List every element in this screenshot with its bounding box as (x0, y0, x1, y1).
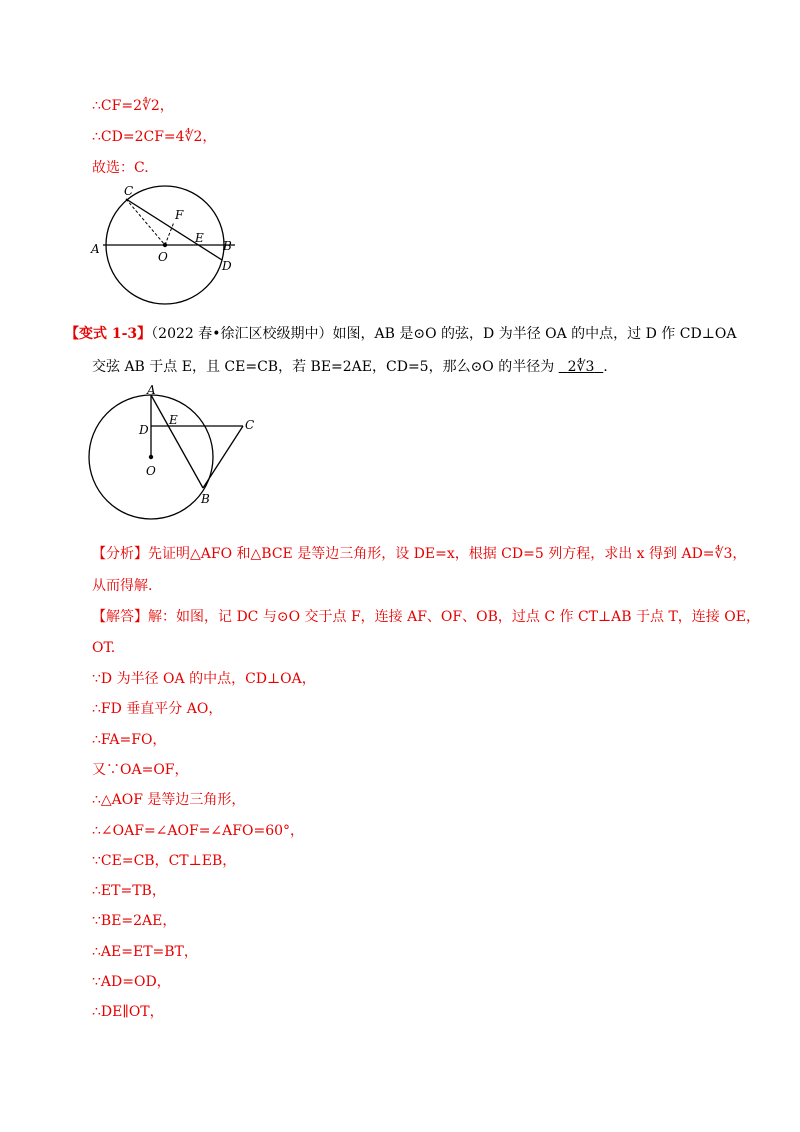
label-E: E (195, 231, 204, 245)
question-line-2 (92, 357, 608, 377)
solution-line: ∴CF=2∜2， (92, 98, 174, 114)
solution-intro-2: OT. (92, 640, 116, 656)
label-C: C (245, 418, 255, 432)
circle-figure-2 (85, 384, 265, 524)
analysis-line-1: 【分析】先证明△AFO 和△BCE 是等边三角形，设 DE=x，根据 CD=5 列方程，求出 x 得到 AD=∜3， (92, 546, 747, 562)
analysis-line-2: 从而得解. (92, 578, 153, 594)
label-D: D (139, 423, 149, 437)
solution-step: ∵AD=OD， (92, 974, 171, 990)
solution-intro-1: 【解答】解：如图，记 DC 与⊙O 交于点 F，连接 AF、OF、OB，过点 C 作 CT⊥AB 于点 T，连接 OE， (92, 609, 760, 625)
solution-step: ∴AE=ET=BT， (92, 943, 198, 960)
solution-step: 又∵OA=OF， (92, 761, 189, 778)
solution-step: ∴FA=FO， (92, 731, 167, 748)
solution-line: 故选：C. (92, 160, 149, 176)
question-text-1: 如图，AB 是⊙O 的弦，D 为半径 OA 的中点，过 D 作 CD⊥OA (332, 326, 737, 342)
question-answer: 2∜3 (567, 359, 595, 375)
label-E: E (169, 413, 178, 427)
label-O: O (158, 250, 168, 264)
solution-step: ∵D 为半径 OA 的中点，CD⊥OA， (92, 671, 316, 687)
question-end: . (603, 359, 608, 375)
label-B: B (223, 239, 232, 253)
solution-step: ∴ET=TB， (92, 883, 166, 900)
solution-step: ∵BE=2AE， (92, 913, 177, 930)
question-source: （2022 春•徐汇区校级期中） (151, 326, 333, 342)
question-tag: 【变式 1-3】 (65, 326, 152, 342)
circle-figure-1 (85, 182, 255, 310)
label-B: B (201, 492, 210, 506)
label-A: A (91, 242, 100, 256)
label-F: F (175, 208, 184, 222)
solution-step: ∵CE=CB，CT⊥EB， (92, 852, 237, 869)
solution-step: ∴DE∥OT， (92, 1004, 164, 1021)
question-line-1 (65, 324, 736, 344)
label-D: D (222, 259, 232, 273)
solution-step: ∴FD 垂直平分 AO， (92, 701, 223, 718)
label-A: A (147, 384, 156, 397)
label-O: O (146, 464, 156, 478)
question-text-2: 交弦 AB 于点 E，且 CE=CB，若 BE=2AE，CD=5，那么⊙O 的半径为 (92, 359, 555, 375)
solution-step: ∴∠OAF=∠AOF=∠AFO=60°， (92, 822, 305, 839)
label-C: C (124, 184, 134, 198)
solution-line: ∴CD=2CF=4∜2， (92, 129, 217, 145)
solution-step: ∴△AOF 是等边三角形， (92, 792, 246, 809)
